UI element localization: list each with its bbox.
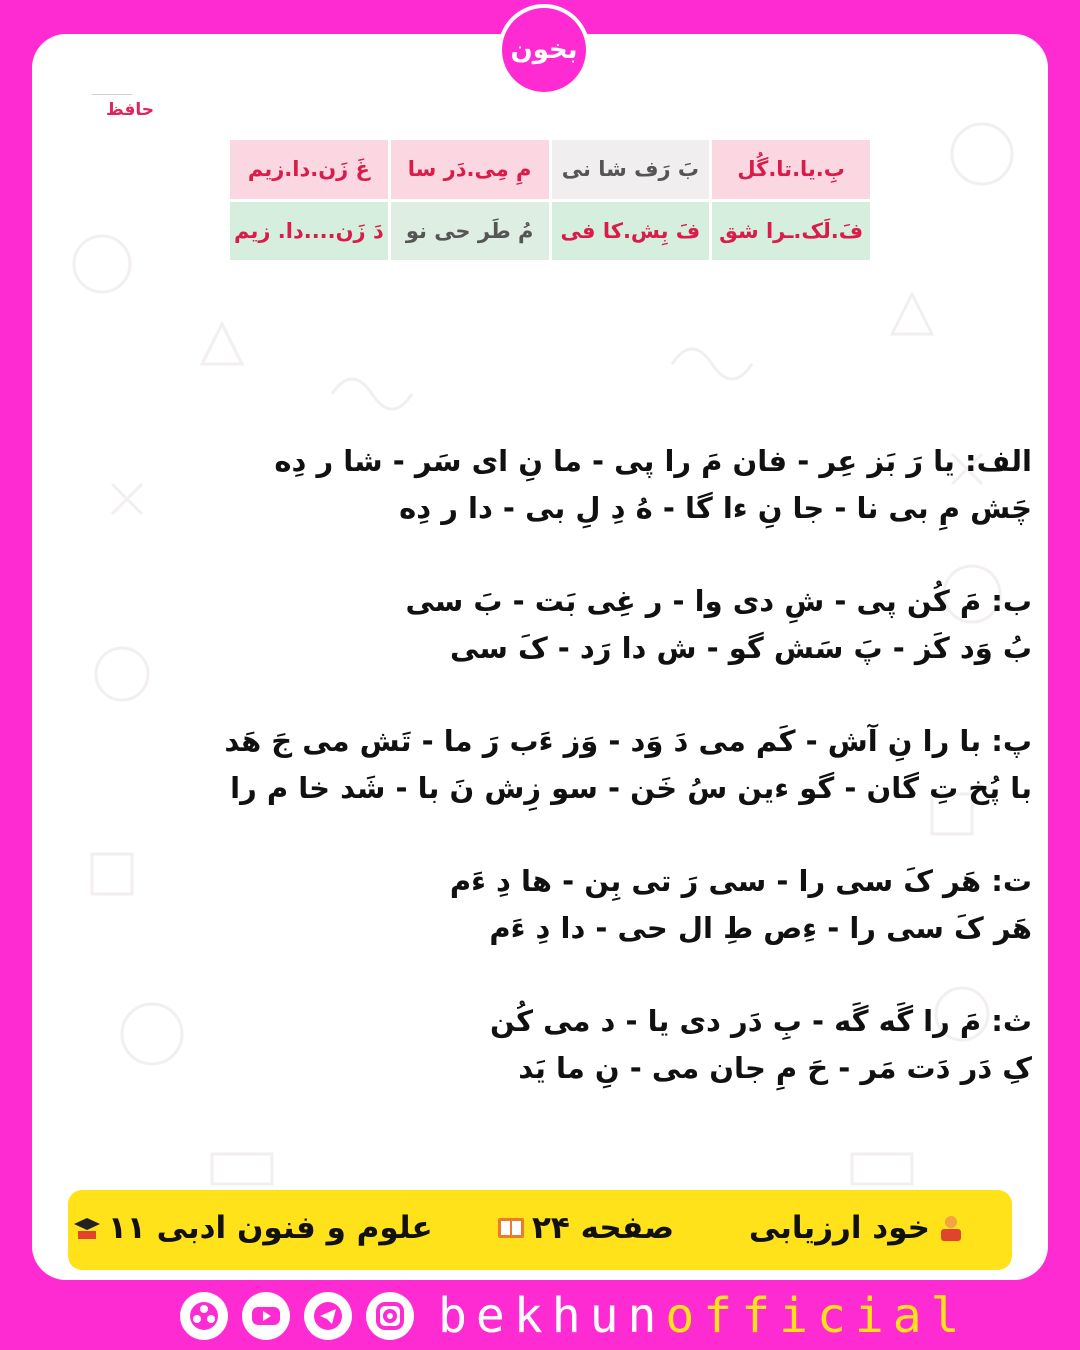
table-cell: فَ.لَک.ـرا شق: [712, 202, 870, 261]
stanza-alef: [212, 438, 1032, 532]
telegram-icon[interactable]: [304, 1292, 352, 1340]
footer-self-assessment: [749, 1210, 966, 1246]
poem-line: پ: با را نِ آش - کَم می دَ وَد - وَز ءَب رَ ما - تَش می جَ هَد: [224, 724, 1032, 758]
brand-part-2: official: [665, 1288, 969, 1344]
brand-logo: [498, 4, 590, 96]
poem-line: چَش مِ بی نا - جا نِ ءا گا - هُ دِ لِ بی - دا ر دِه: [399, 491, 1032, 525]
stanza-te: [212, 858, 1032, 952]
table-cell: مِ مِی.دَر سا: [391, 140, 549, 199]
stanza-se: [212, 998, 1032, 1092]
table-cell: دَ زَن....دا. زیم: [230, 202, 388, 261]
table-cell: بِ.یا.تا.گُل: [712, 140, 870, 199]
poem-line: ت: هَر کَ سی را - سی رَ تی بِن - ها دِ ءَم: [449, 864, 1032, 898]
youtube-icon[interactable]: [242, 1292, 290, 1340]
film-reel-icon[interactable]: [180, 1292, 228, 1340]
footer-page: [496, 1210, 674, 1246]
stanza-be: [212, 578, 1032, 672]
poem-line: الف: یا رَ بَز عِر - فان مَ را پی - ما نِ ای سَر - شا ر دِه: [274, 444, 1032, 478]
footer-right-text: خود ارزیابی: [748, 1210, 930, 1246]
footer-subject: [72, 1210, 433, 1246]
poem-line: کِ دَر دَت مَر - حَ مِ جان می - نِ ما یَد: [518, 1051, 1032, 1085]
heading-rule: [92, 94, 132, 95]
instagram-icon[interactable]: [366, 1292, 414, 1340]
social-bar: [180, 1288, 969, 1344]
table-cell: فَ بِش.کا فی: [552, 202, 710, 261]
table-cell: مُ طَر حی نو: [391, 202, 549, 261]
table-cell: بَ رَف شا نی: [552, 140, 710, 199]
poem-line: با پُخ تِ گان - گو ءین سُ خَن - سو زِش نَ با - شَد خا م را: [230, 771, 1032, 805]
stanza-pe: [212, 718, 1032, 812]
footer-left-text: علوم و فنون ادبی ۱۱: [108, 1210, 433, 1246]
brand-part-1: bekhun: [438, 1288, 666, 1344]
syllable-table: [230, 140, 870, 260]
poem-line: ب: مَ کُن پی - شِ دی وا - ر غِی بَت - بَ سی: [405, 584, 1032, 618]
footer-middle-text: صفحه ۲۴: [532, 1210, 675, 1246]
poem-line: بُ وَد کَز - پَ سَش گو - ش دا رَد - کَ سی: [450, 631, 1032, 665]
logo-text: بخون: [510, 35, 578, 65]
poem-line: ث: مَ را گَه گَه - بِ دَر دی یا - د می کُن: [490, 1004, 1032, 1038]
graduation-cap-icon: [72, 1213, 102, 1243]
teacher-icon: [936, 1213, 966, 1243]
poem-line: هَر کَ سی را - ءِص طِ ال حی - دا دِ ءَم: [489, 911, 1032, 945]
footer-bar: [68, 1190, 1012, 1270]
open-book-icon: [496, 1213, 526, 1243]
poem-answers: [212, 438, 1032, 1138]
poet-label: حافظ: [106, 100, 154, 120]
table-cell: غَ زَن.دا.زیم: [230, 140, 388, 199]
brand-handle: [438, 1288, 969, 1344]
